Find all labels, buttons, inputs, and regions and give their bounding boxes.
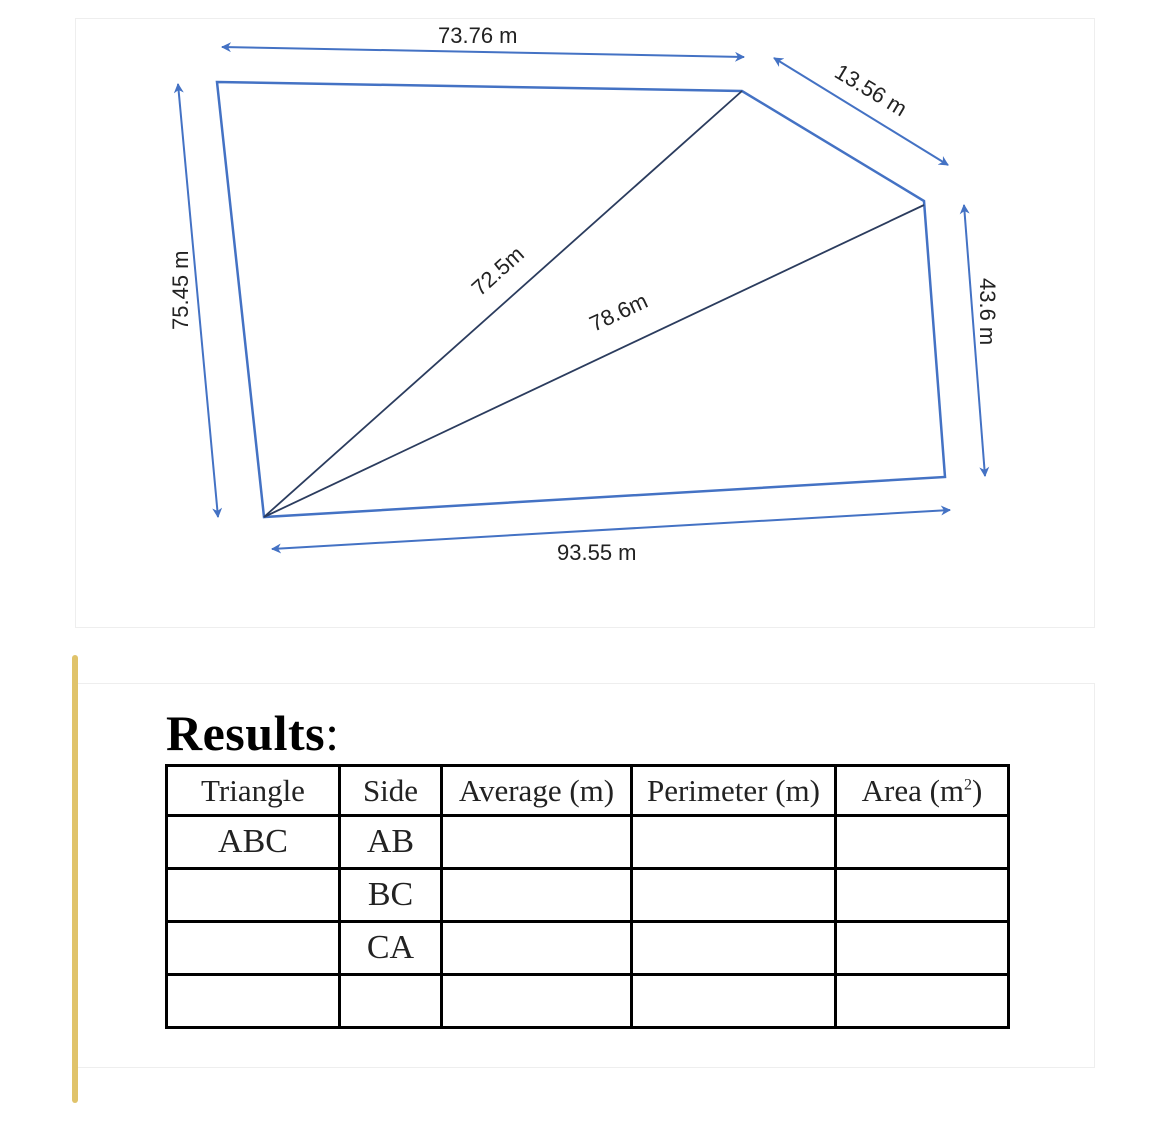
cell-triangle[interactable] (167, 975, 340, 1028)
cell-average[interactable] (442, 869, 632, 922)
header-area: Area $(m^2)$ (836, 766, 1009, 816)
results-title: Results: (166, 705, 340, 761)
cell-perimeter[interactable] (632, 975, 836, 1028)
cell-average[interactable] (442, 816, 632, 869)
cell-triangle[interactable] (167, 922, 340, 975)
diagonal-78-6-label: 78.6m (585, 288, 652, 337)
upper-right-length-label: 13.56 m (830, 58, 912, 122)
cell-side[interactable] (340, 975, 442, 1028)
plot-outline (217, 82, 945, 517)
results-table (165, 764, 1010, 1029)
cell-side[interactable]: BC (340, 869, 442, 922)
cell-average[interactable] (442, 922, 632, 975)
top-dimension-arrow (222, 47, 744, 57)
header-average: Average (m) (442, 766, 632, 816)
header-perimeter: Perimeter (m) (632, 766, 836, 816)
table-row (167, 975, 1009, 1028)
left-length-label: 75.45 m (168, 250, 193, 330)
table-row (167, 816, 1009, 869)
table-header-row (167, 766, 1009, 816)
top-length-label: 73.76 m (438, 23, 518, 48)
cell-triangle[interactable] (167, 869, 340, 922)
cell-perimeter[interactable] (632, 816, 836, 869)
cell-perimeter[interactable] (632, 922, 836, 975)
cell-perimeter[interactable] (632, 869, 836, 922)
cell-side[interactable]: AB (340, 816, 442, 869)
cell-area[interactable] (836, 922, 1009, 975)
diagonal-line-72-5 (264, 91, 742, 517)
right-length-label: 43.6 m (975, 278, 1000, 346)
cell-area[interactable] (836, 975, 1009, 1028)
header-side: Side (340, 766, 442, 816)
cell-area[interactable] (836, 816, 1009, 869)
cell-side[interactable]: CA (340, 922, 442, 975)
table-row (167, 922, 1009, 975)
table-row (167, 869, 1009, 922)
bottom-length-label: 93.55 m (557, 540, 637, 565)
cell-average[interactable] (442, 975, 632, 1028)
cell-triangle[interactable]: ABC (167, 816, 340, 869)
cell-area[interactable] (836, 869, 1009, 922)
diagonal-72-5-label: 72.5m (466, 241, 529, 301)
diagonal-line-78-6 (264, 205, 924, 517)
header-triangle: Triangle (167, 766, 340, 816)
